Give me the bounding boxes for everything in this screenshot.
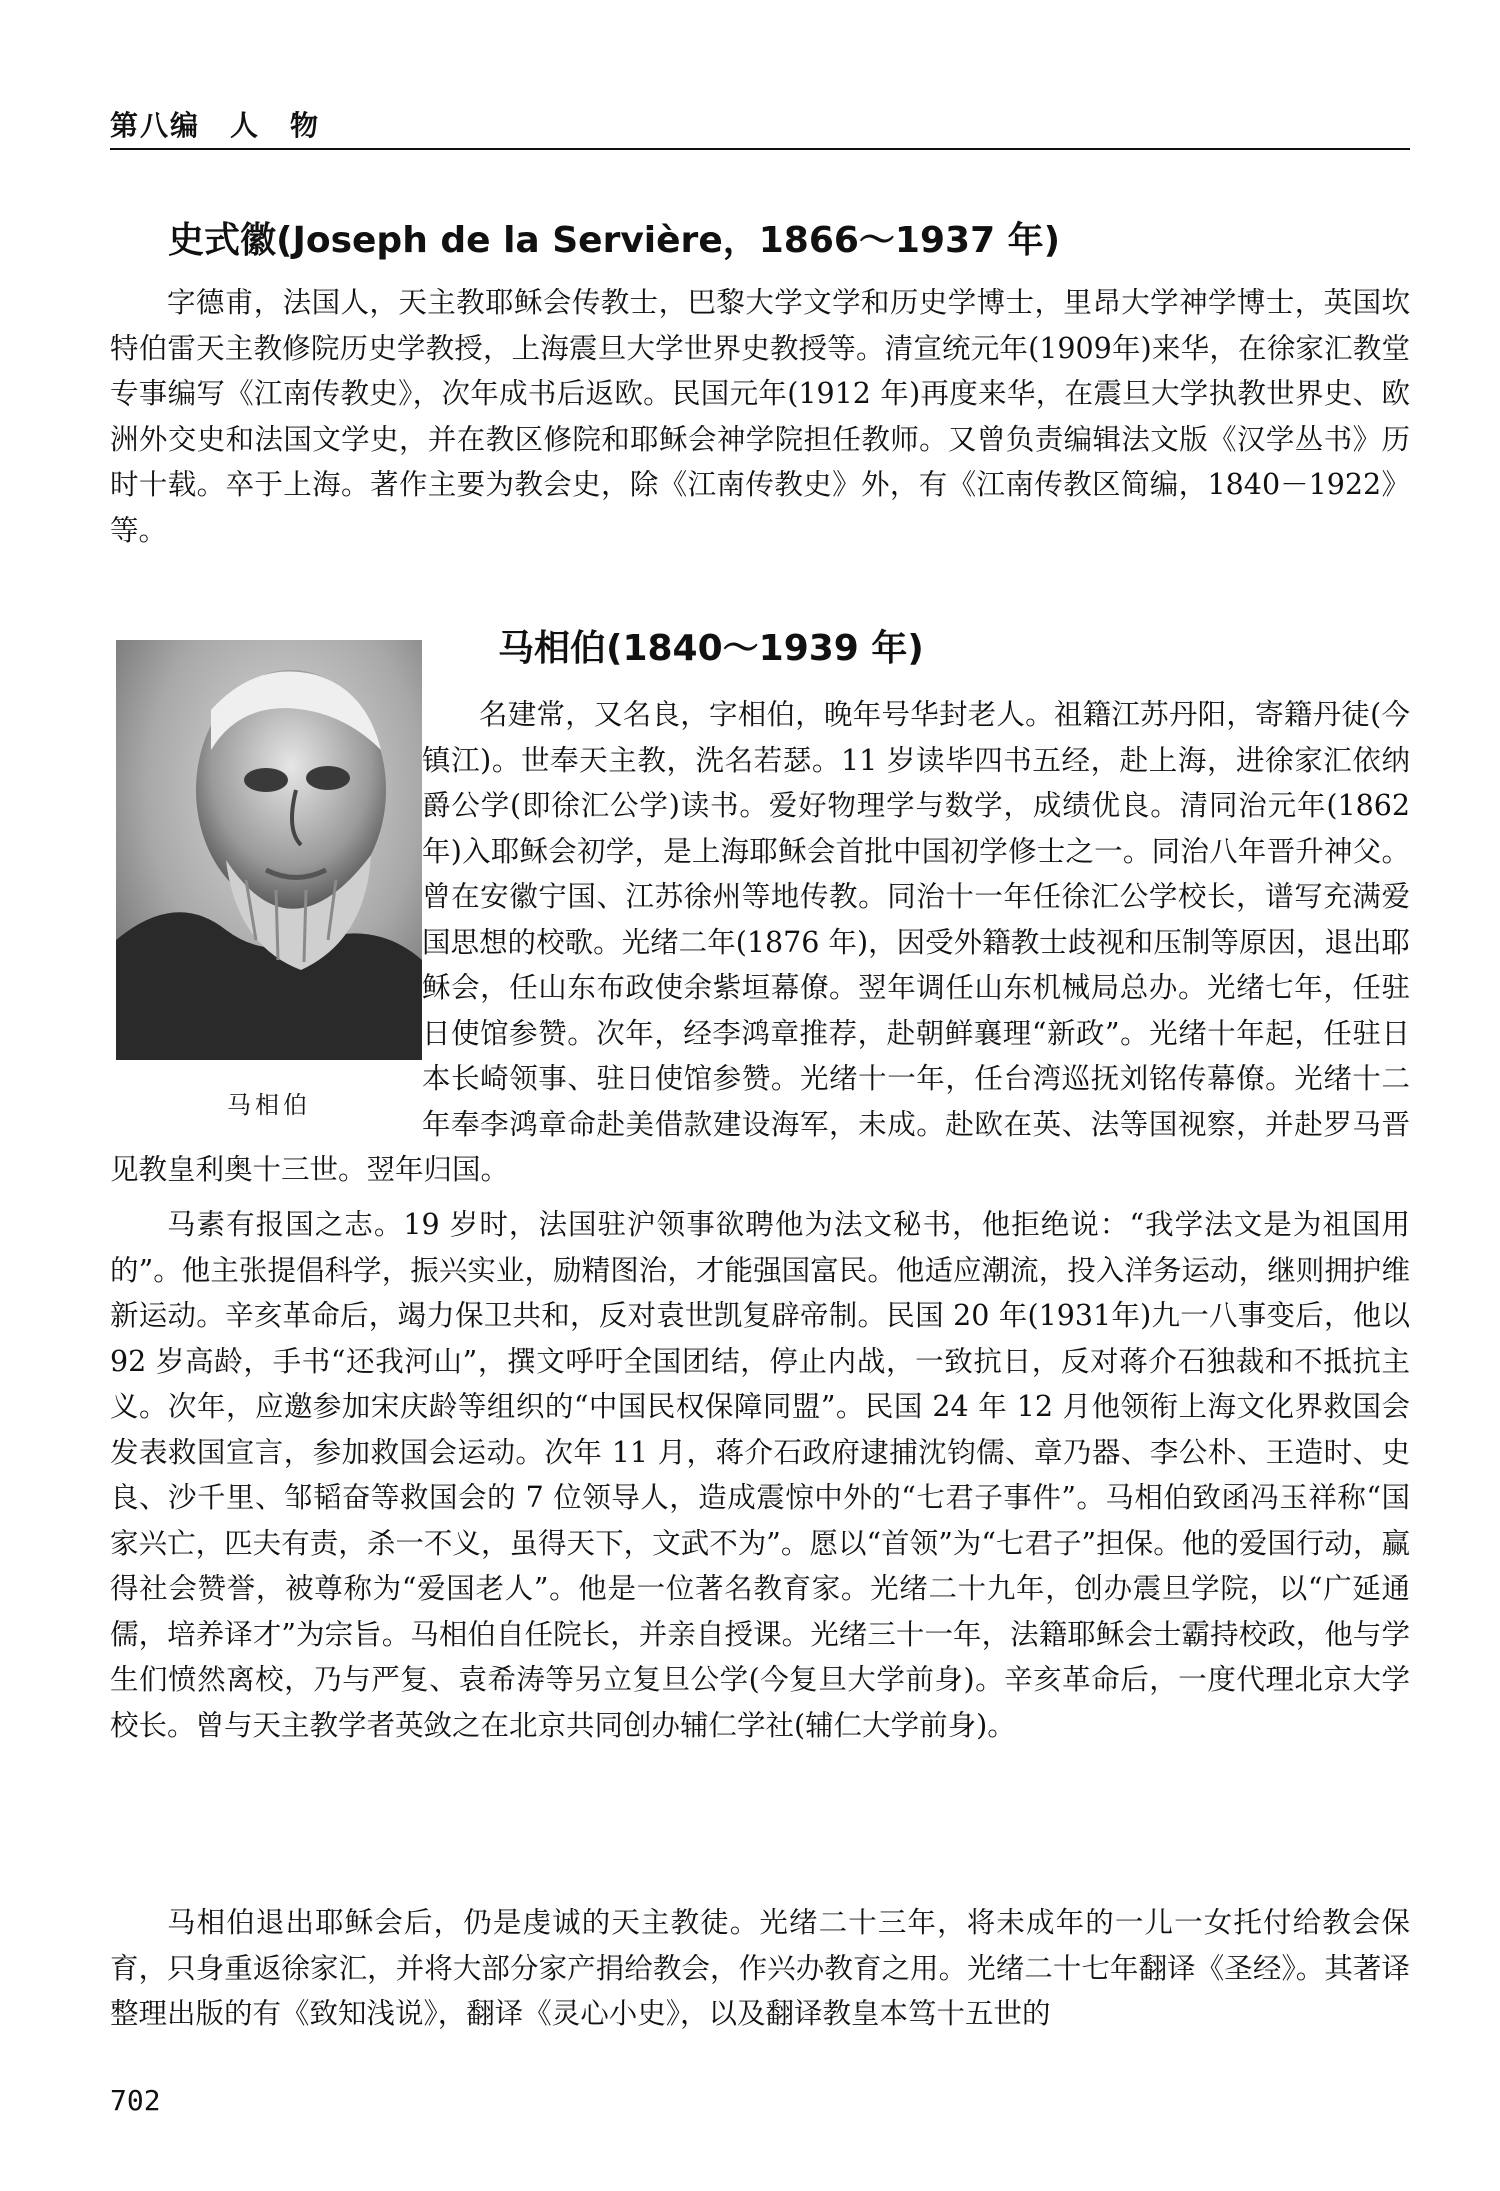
photo-caption: 马相伯 bbox=[227, 1091, 311, 1119]
bio-paragraph-ma-3: 马相伯退出耶稣会后，仍是虔诚的天主教徒。光绪二十三年，将未成年的一儿一女托付给教会保育，只身重返徐家汇，并将大部分家产捐给教会，作兴办教育之用。光绪二十七年翻译《圣经》。其著译整理出版的有《致知浅说》，翻译《灵心小史》，以及翻译教皇本笃十五世的 bbox=[110, 1906, 1410, 2030]
entry-title-shi-shihui: 史式徽(Joseph de la Servière，1866～1937 年) bbox=[168, 220, 1061, 261]
page-number: 702 bbox=[110, 2084, 161, 2117]
header-rule bbox=[110, 148, 1410, 150]
running-header: 第八编 人 物 bbox=[110, 109, 321, 142]
bio-paragraph-shi-shihui: 字德甫，法国人，天主教耶稣会传教士，巴黎大学文学和历史学博士，里昂大学神学博士，英国坎特伯雷天主教修院历史学教授，上海震旦大学世界史教授等。清宣统元年(1909年)来华，在徐家汇教堂专事编写《江南传教史》，次年成书后返欧。民国元年(1912 年)再度来华，在震旦大学执教世界史、欧洲外交史和法国文学史，并在教区修院和耶稣会神学院担任教师。又曾负责编辑法文版《汉学丛书》历时十载。卒于上海。著作主要为教会史，除《江南传教史》外，有《江南传教区简编，1840－1922》等。 bbox=[110, 286, 1410, 547]
bio-paragraph-ma-1 bbox=[110, 692, 1410, 1193]
photo-wrap-spacer bbox=[110, 692, 422, 1147]
entry-title-ma-xiangbo: 马相伯(1840～1939 年) bbox=[498, 628, 924, 669]
bio-paragraph-ma-1-text: 名建常，又名良，字相伯，晚年号华封老人。祖籍江苏丹阳，寄籍丹徒(今镇江)。世奉天主教，洗名若瑟。11 岁读毕四书五经，赴上海，进徐家汇依纳爵公学(即徐汇公学)读书。爱好物理学与数学，成绩优良。清同治元年(1862 年)入耶稣会初学，是上海耶稣会首批中国初学修士之一。同治八年晋升神父。曾在安徽宁国、江苏徐州等地传教。同治十一年任徐汇公学校长，谱写充满爱国思想的校歌。光绪二年(1876 年)，因受外籍教士歧视和压制等原因，退出耶稣会，任山东布政使余紫垣幕僚。翌年调任山东机械局总办。光绪七年，任驻日使馆参赞。次年，经李鸿章推荐，赴朝鲜襄理“新政”。光绪十年起，任驻日本长崎领事、驻日使馆参赞。光绪十一年，任台湾巡抚刘铭传幕僚。光绪十二年奉李鸿章命赴美借款建设海军，未成。赴欧在英、法等国视察，并赴罗马晋见教皇利奥十三世。翌年归国。 bbox=[110, 698, 1410, 1186]
bio-paragraph-ma-2: 马素有报国之志。19 岁时，法国驻沪领事欲聘他为法文秘书，他拒绝说：“我学法文是为祖国用的”。他主张提倡科学，振兴实业，励精图治，才能强国富民。他适应潮流，投入洋务运动，继则拥护维新运动。辛亥革命后，竭力保卫共和，反对袁世凯复辟帝制。民国 20 年(1931年)九一八事变后，他以 92 岁高龄，手书“还我河山”，撰文呼吁全国团结，停止内战，一致抗日，反对蒋介石独裁和不抵抗主义。次年，应邀参加宋庆龄等组织的“中国民权保障同盟”。民国 24 年 12 月他领衔上海文化界救国会发表救国宣言，参加救国会运动。次年 11 月，蒋介石政府逮捕沈钧儒、章乃器、李公朴、王造时、史良、沙千里、邹韬奋等救国会的 7 位领导人，造成震惊中外的“七君子事件”。马相伯致函冯玉祥称“国家兴亡，匹夫有责，杀一不义，虽得天下，文武不为”。愿以“首领”为“七君子”担保。他的爱国行动，赢得社会赞誉，被尊称为“爱国老人”。他是一位著名教育家。光绪二十九年，创办震旦学院，以“广延通儒，培养译才”为宗旨。马相伯自任院长，并亲自授课。光绪三十一年，法籍耶稣会士霸持校政，他与学生们愤然离校，乃与严复、袁希涛等另立复旦公学(今复旦大学前身)。辛亥革命后，一度代理北京大学校长。曾与天主教学者英敛之在北京共同创办辅仁学社(辅仁大学前身)。 bbox=[110, 1208, 1410, 1742]
